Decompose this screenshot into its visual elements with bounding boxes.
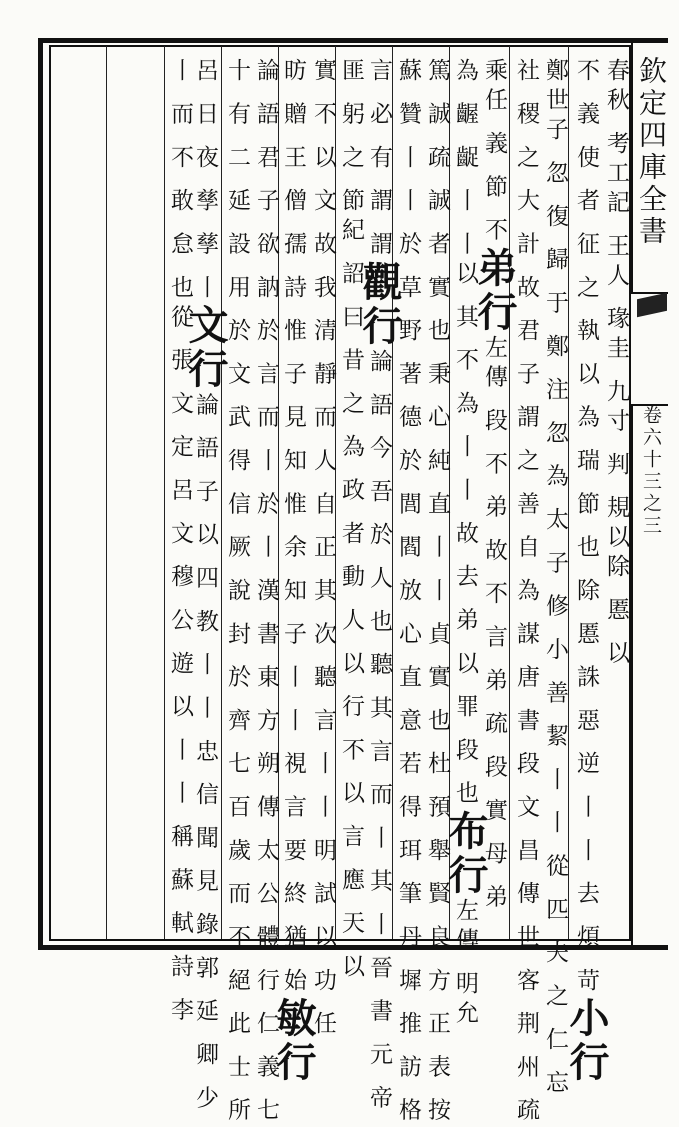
column-text: 匪 躬 之 節 — [338, 58, 364, 218]
column-text: 論 語 今 吾 於 人 也 聽 其 言 而 丨 其 丨 晉 書 元 帝 — [366, 348, 392, 1115]
text-column-3 — [442, 58, 518, 1030]
text-column-8 — [165, 58, 229, 1115]
entry-heading: 文行 — [182, 304, 229, 393]
entry-heading: 布行 — [442, 809, 489, 898]
column-text: 從 張 文 定 呂 文 穆 公 遊 以 丨 丨 稱 蘇 軾 詩 李 — [167, 304, 193, 1027]
column-text: 論 語 君 子 欲 訥 於 言 而 丨 於 丨 漢 書 東 方 朔 傳 太 公 體 行 仁 義 七 — [253, 58, 279, 1127]
entry-heading: 觀行 — [356, 260, 403, 349]
entry-heading: 弟行 — [471, 246, 518, 335]
column-text: 丨 而 不 敢 怠 也 — [167, 58, 193, 305]
column-text: 左傳 段 不 弟 故 不 言 弟 疏 段 實 母 弟 — [481, 334, 507, 914]
text-column-1 — [563, 58, 630, 1086]
column-text: 篤 誠 疏 誠 者 實 也 秉 心 純 直 丨 丨 貞 實 也 杜 預 舉 賢 良 方 正 表 按 — [424, 58, 450, 1127]
text-column-10 — [52, 58, 106, 930]
text-column-9 — [108, 58, 163, 930]
text-column-7 — [222, 58, 280, 1127]
column-text: 呂 日 夜 孳 孳 丨 — [192, 58, 218, 305]
entry-heading: 小行 — [563, 997, 610, 1086]
text-column-5 — [336, 58, 403, 1115]
text-column-6 — [270, 58, 337, 1086]
column-text: 蘇 贊 丨 丨 於 草 野 著 德 於 閭 閻 放 心 直 意 若 得 珥 筆 丹 墀 推 訪 格 — [395, 58, 421, 1127]
column-text: 紀 詔 曰 昔 之 為 政 者 動 人 以 行 不 以 言 應 天 以 — [338, 217, 364, 984]
text-column-2 — [511, 58, 569, 1127]
column-text: 乘任 義 節 不 — [481, 58, 507, 247]
column-rule — [509, 46, 510, 939]
column-text: 鄭世子 忽 復 歸 于 鄭 注 忽 為 太 子 修 小 善 絜 丨 丨 從 匹 夫 之 仁 忘 — [542, 58, 568, 1100]
column-rule — [106, 46, 107, 939]
column-text: 不 義 使 者 征 之 執 以 為 瑞 節 也 除 慝 誅 惡 逆 丨 丨 去 煩 苛 — [573, 58, 599, 998]
text-column-4 — [393, 58, 451, 1127]
column-text: 春秋 考工記 王人 瑑圭 九寸 判 規以除 慝 以 — [603, 58, 629, 670]
column-text: 左傳 明允 — [452, 897, 478, 1030]
column-text: 為 齷 齪 丨 丨 — [452, 58, 478, 261]
entry-heading: 敏行 — [270, 997, 317, 1086]
column-text: 以 其 不 為 丨 丨 故 去 弟 以 罪 段 也 — [452, 260, 478, 810]
juan-number: 卷六十三之三 — [640, 405, 662, 537]
column-text: 昉 贈 王 僧 孺 詩 惟 子 見 知 惟 余 知 子 丨 丨 視 言 要 終 猶 始 — [280, 58, 306, 998]
column-text: 實 不 以 文 故 我 清 靜 而 人 自 正 其 次 聽 言 丨 丨 明 試 以 功 任 — [310, 58, 336, 1041]
column-text: 社 稷 之 大 計 故 君 子 謂 之 善 自 為 謀 唐 書 段 文 昌 傳 世 客 荆 州 疏 — [513, 58, 539, 1127]
book-title: 欽定四庫全書 — [635, 56, 668, 248]
column-text: 言 必 有 謂 謂 — [366, 58, 392, 261]
column-text: 十 有 二 延 設 用 於 文 武 得 信 厥 說 封 於 齊 七 百 歲 而 不 絕 此 士 所 — [224, 58, 250, 1127]
column-text: 論 語 子 以 四 教 丨 丨 忠 信 聞 見 錄 郭 延 卿 少 — [192, 392, 218, 1115]
